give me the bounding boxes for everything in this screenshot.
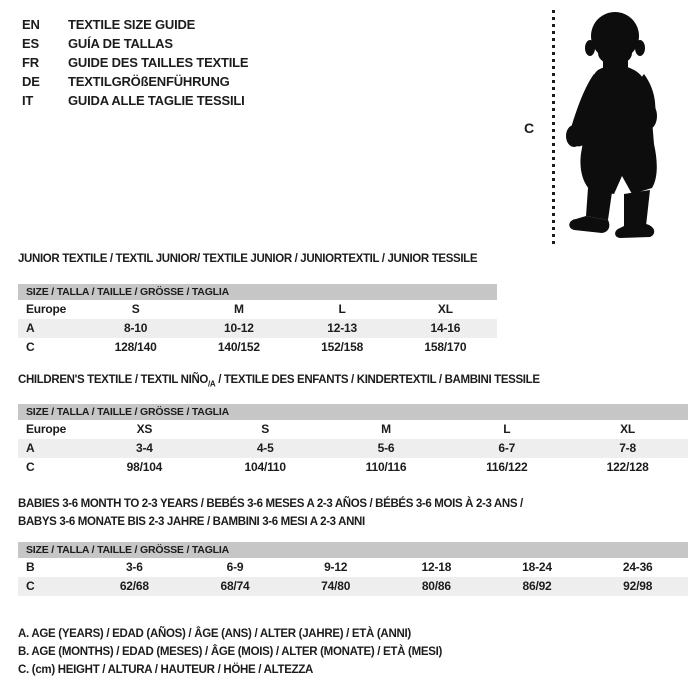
row-label: A xyxy=(26,321,35,335)
table-cell: 12-13 xyxy=(327,321,357,335)
size-header-band: SIZE / TALLA / TAILLE / GRÖSSE / TAGLIA xyxy=(18,542,688,558)
row-label: C xyxy=(26,579,35,593)
language-code: FR xyxy=(22,55,39,70)
toddler-silhouette-icon xyxy=(558,4,700,252)
footnotes xyxy=(18,625,442,679)
table-cell: 122/128 xyxy=(606,460,649,474)
height-measure-label: C xyxy=(524,120,535,136)
table-cell: 9-12 xyxy=(324,560,348,574)
language-code: ES xyxy=(22,36,39,51)
row-label: B xyxy=(26,560,35,574)
row-label: Europe xyxy=(26,422,67,436)
table-row-age xyxy=(18,439,688,458)
table-cell: XS xyxy=(136,422,153,436)
table-row-months xyxy=(18,558,688,577)
language-row-es xyxy=(22,34,248,53)
table-cell: 98/104 xyxy=(126,460,163,474)
language-row-fr xyxy=(22,53,248,72)
babies-table xyxy=(18,542,688,596)
table-cell: S xyxy=(131,302,140,316)
language-row-en xyxy=(22,15,248,34)
children-table xyxy=(18,404,688,477)
language-label: GUIDE DES TAILLES TEXTILE xyxy=(68,55,249,70)
footnote-a: A. AGE (YEARS) / EDAD (AÑOS) / ÂGE (ANS) / ALTER (JAHRE) / ETÀ (ANNI) xyxy=(18,628,411,640)
table-row-age xyxy=(18,319,497,338)
table-cell: 10-12 xyxy=(224,321,254,335)
table-cell: 18-24 xyxy=(522,560,552,574)
row-label: Europe xyxy=(26,302,67,316)
table-row-europe xyxy=(18,420,688,439)
table-cell: 86/92 xyxy=(522,579,552,593)
table-cell: 4-5 xyxy=(256,441,274,455)
table-row-europe xyxy=(18,300,497,319)
junior-table-title: JUNIOR TEXTILE / TEXTIL JUNIOR/ TEXTILE JUNIOR / JUNIORTEXTIL / JUNIOR TESSILE xyxy=(18,253,478,265)
table-cell: 128/140 xyxy=(114,340,157,354)
table-row-height xyxy=(18,577,688,596)
table-row-height xyxy=(18,338,497,357)
table-cell: 5-6 xyxy=(377,441,395,455)
table-cell: 74/80 xyxy=(321,579,351,593)
language-row-de xyxy=(22,72,248,91)
children-title-sub: /A xyxy=(208,379,216,389)
babies-table-title xyxy=(18,495,523,531)
table-cell: 12-18 xyxy=(421,560,452,574)
table-row-height xyxy=(18,458,688,477)
table-cell: 116/122 xyxy=(486,460,528,474)
table-cell: 110/116 xyxy=(365,460,407,474)
children-title-post: / TEXTILE DES ENFANTS / KINDERTEXTIL / BAMBINI TESSILE xyxy=(215,374,540,386)
table-cell: 14-16 xyxy=(430,321,461,335)
table-cell: 68/74 xyxy=(220,579,250,593)
table-cell: M xyxy=(233,302,244,316)
footnote-b: B. AGE (MONTHS) / EDAD (MESES) / ÂGE (MOIS) / ALTER (MONATE) / ETÀ (MESI) xyxy=(18,646,443,658)
table-cell: 80/86 xyxy=(421,579,451,593)
table-cell: 8-10 xyxy=(124,321,148,335)
table-cell: 24-36 xyxy=(622,560,653,574)
table-cell: 7-8 xyxy=(619,441,636,455)
table-cell: 6-7 xyxy=(498,441,516,455)
table-cell: 6-9 xyxy=(226,560,244,574)
row-label: C xyxy=(26,340,35,354)
language-label: TEXTILGRÖßENFÜHRUNG xyxy=(68,74,230,89)
language-list xyxy=(22,15,248,110)
table-cell: XL xyxy=(437,302,453,316)
table-cell: 92/98 xyxy=(623,579,653,593)
table-cell: 3-6 xyxy=(125,560,143,574)
table-cell: M xyxy=(381,422,391,436)
table-cell: 104/110 xyxy=(244,460,286,474)
children-table-title xyxy=(18,372,540,392)
language-code: EN xyxy=(22,17,40,32)
language-label: GUÍA DE TALLAS xyxy=(68,36,173,51)
babies-title-line1: BABIES 3-6 MONTH TO 2-3 YEARS / BEBÉS 3-6 MESES A 2-3 AÑOS / BÉBÉS 3-6 MOIS À 2-3 ANS / xyxy=(18,498,523,510)
size-header-band: SIZE / TALLA / TAILLE / GRÖSSE / TAGLIA xyxy=(18,284,497,300)
junior-table xyxy=(18,284,497,357)
table-cell: 3-4 xyxy=(136,441,153,455)
table-cell: 158/170 xyxy=(424,340,467,354)
table-cell: 152/158 xyxy=(321,340,364,354)
language-code: DE xyxy=(22,74,40,89)
height-measure-line xyxy=(552,10,555,246)
children-title-pre: CHILDREN'S TEXTILE / TEXTIL NIÑO xyxy=(18,374,209,386)
table-cell: L xyxy=(503,422,511,436)
language-label: TEXTILE SIZE GUIDE xyxy=(68,17,196,32)
table-cell: 62/68 xyxy=(119,579,149,593)
language-code: IT xyxy=(22,93,34,108)
table-cell: S xyxy=(261,422,270,436)
babies-title-line2: BABYS 3-6 MONATE BIS 2-3 JAHRE / BAMBINI 3-6 MESI A 2-3 ANNI xyxy=(18,516,365,528)
row-label: C xyxy=(26,460,35,474)
table-cell: XL xyxy=(620,422,636,436)
language-row-it xyxy=(22,91,248,110)
size-header-band: SIZE / TALLA / TAILLE / GRÖSSE / TAGLIA xyxy=(18,404,688,420)
table-cell: L xyxy=(338,302,346,316)
row-label: A xyxy=(26,441,35,455)
language-label: GUIDA ALLE TAGLIE TESSILI xyxy=(68,93,245,108)
table-cell: 140/152 xyxy=(217,340,260,354)
footnote-c: C. (cm) HEIGHT / ALTURA / HAUTEUR / HÖHE / ALTEZZA xyxy=(18,664,314,676)
